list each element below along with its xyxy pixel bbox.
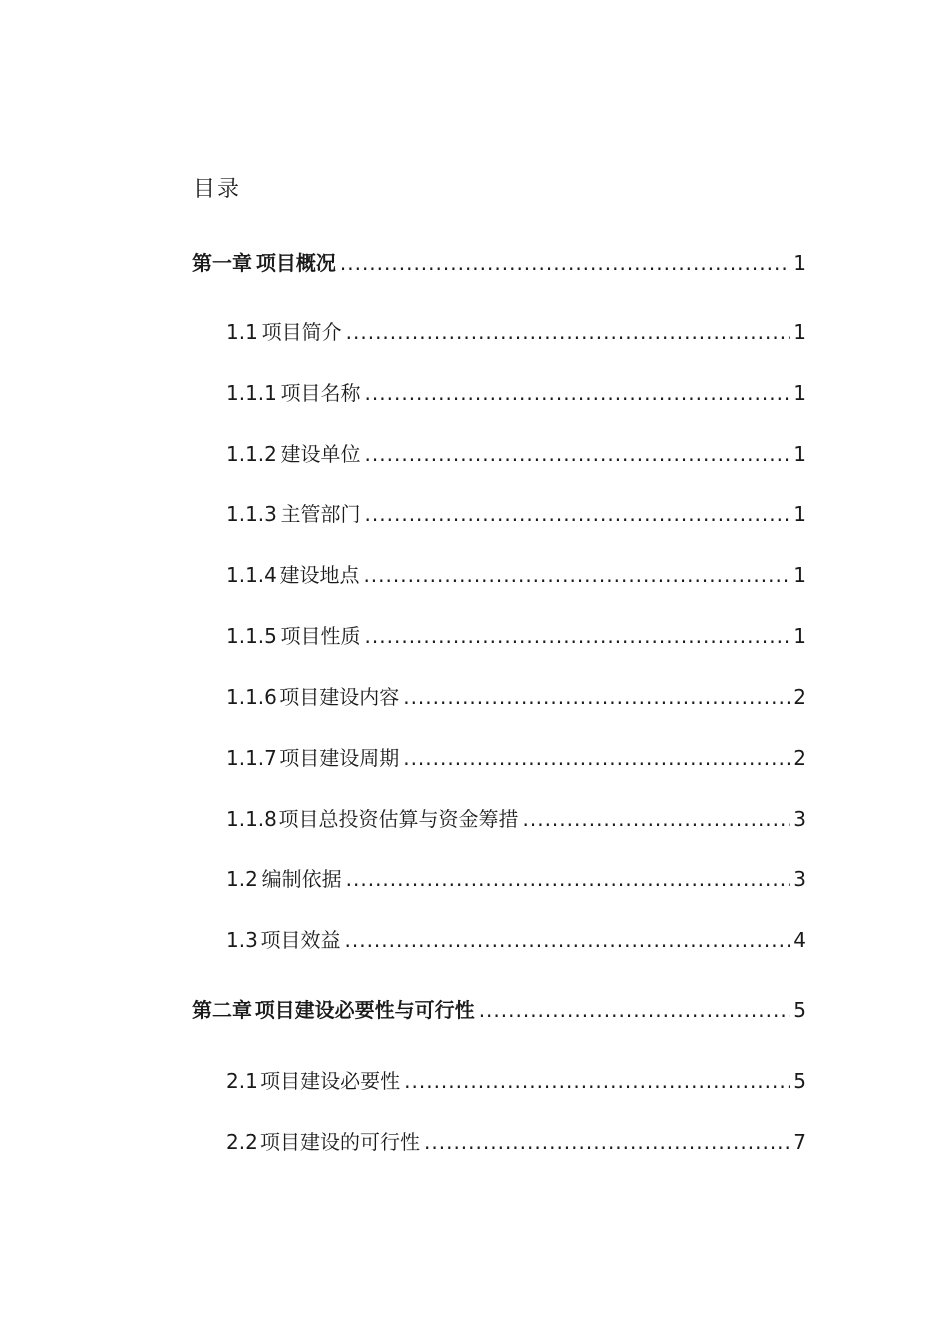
toc-entry-number: 1.1.7 xyxy=(226,746,277,770)
toc-entry-text: 项目建设周期 xyxy=(279,746,400,770)
toc-entry-text: 项目简介 xyxy=(261,320,342,344)
toc-entry-number: 1.1.6 xyxy=(226,685,277,709)
toc-entry-page: 1 xyxy=(793,442,806,466)
toc-leader xyxy=(346,317,791,347)
toc-entry-text: 项目总投资估算与资金筹措 xyxy=(278,807,519,831)
toc-entry-number: 1.1.8 xyxy=(226,807,277,831)
toc-leader xyxy=(523,804,791,834)
toc-entry-1-1-8[interactable] xyxy=(226,804,806,834)
toc-leader xyxy=(424,1127,790,1157)
toc-entry-text: 项目建设必要性 xyxy=(260,1069,401,1093)
toc-entry-number: 1.3 xyxy=(226,928,258,952)
toc-entry-text: 项目概况 xyxy=(255,251,336,275)
toc-entry-number: 2.2 xyxy=(226,1130,258,1154)
toc-entry-text: 建设单位 xyxy=(280,442,361,466)
toc-entry-1-2[interactable] xyxy=(226,864,806,894)
toc-entry-number: 1.1.4 xyxy=(226,563,277,587)
toc-entry-1-1-4[interactable] xyxy=(226,560,806,590)
toc-entry-1-1-6[interactable] xyxy=(226,682,806,712)
toc-title: 目录 xyxy=(193,177,242,202)
toc-entry-page: 7 xyxy=(793,1130,806,1154)
toc-leader xyxy=(365,439,791,469)
toc-entry-page: 1 xyxy=(793,502,806,526)
toc-entry-number: 2.1 xyxy=(226,1069,258,1093)
toc-leader xyxy=(346,864,791,894)
toc-leader xyxy=(365,378,791,408)
toc-entry-page: 2 xyxy=(793,746,806,770)
toc-entry-number: 1.1.5 xyxy=(226,624,277,648)
toc-entry-text: 项目建设内容 xyxy=(279,685,400,709)
toc-entry-number: 第一章 xyxy=(192,251,252,275)
toc-entry-text: 项目名称 xyxy=(280,381,361,405)
toc-entry-chapter-2[interactable] xyxy=(192,995,806,1025)
toc-leader xyxy=(345,925,791,955)
toc-leader xyxy=(479,995,791,1025)
toc-entry-1-1-2[interactable] xyxy=(226,439,806,469)
toc-entry-1-1-5[interactable] xyxy=(226,621,806,651)
toc-leader xyxy=(365,621,791,651)
toc-leader xyxy=(403,743,790,773)
toc-entry-number: 1.1.1 xyxy=(226,381,277,405)
toc-leader xyxy=(363,560,790,590)
toc-leader xyxy=(365,499,791,529)
toc-entry-number: 1.1.2 xyxy=(226,442,277,466)
toc-entry-text: 项目性质 xyxy=(280,624,361,648)
toc-entry-text: 项目效益 xyxy=(260,928,341,952)
toc-leader xyxy=(404,1066,790,1096)
toc-entry-text: 主管部门 xyxy=(280,502,361,526)
toc-entry-page: 2 xyxy=(793,685,806,709)
toc-entry-1-1-1[interactable] xyxy=(226,378,806,408)
toc-entry-text: 编制依据 xyxy=(261,867,342,891)
toc-entry-page: 1 xyxy=(793,563,806,587)
toc-leader xyxy=(403,682,790,712)
toc-entry-1-1[interactable] xyxy=(226,317,806,347)
toc-entry-chapter-1[interactable] xyxy=(192,248,806,278)
toc-entry-page: 3 xyxy=(793,867,806,891)
toc-leader xyxy=(340,248,790,278)
toc-entry-2-1[interactable] xyxy=(226,1066,806,1096)
toc-entry-page: 5 xyxy=(793,1069,806,1093)
toc-entry-2-2[interactable] xyxy=(226,1127,806,1157)
toc-entry-1-1-7[interactable] xyxy=(226,743,806,773)
toc-entry-page: 1 xyxy=(793,381,806,405)
toc-entry-page: 5 xyxy=(793,998,806,1022)
toc-entry-text: 建设地点 xyxy=(279,563,360,587)
toc-entry-text: 项目建设的可行性 xyxy=(260,1130,421,1154)
toc-entry-number: 第二章 xyxy=(192,998,252,1022)
toc-entry-text: 项目建设必要性与可行性 xyxy=(254,998,475,1022)
toc-entry-number: 1.1 xyxy=(226,320,258,344)
toc-entry-page: 4 xyxy=(793,928,806,952)
toc-entry-page: 1 xyxy=(793,624,806,648)
toc-entry-number: 1.1.3 xyxy=(226,502,277,526)
toc-entry-page: 1 xyxy=(793,320,806,344)
toc-entry-1-1-3[interactable] xyxy=(226,499,806,529)
toc-entry-number: 1.2 xyxy=(226,867,258,891)
toc-entry-1-3[interactable] xyxy=(226,925,806,955)
toc-entry-page: 3 xyxy=(793,807,806,831)
toc-entry-page: 1 xyxy=(793,251,806,275)
